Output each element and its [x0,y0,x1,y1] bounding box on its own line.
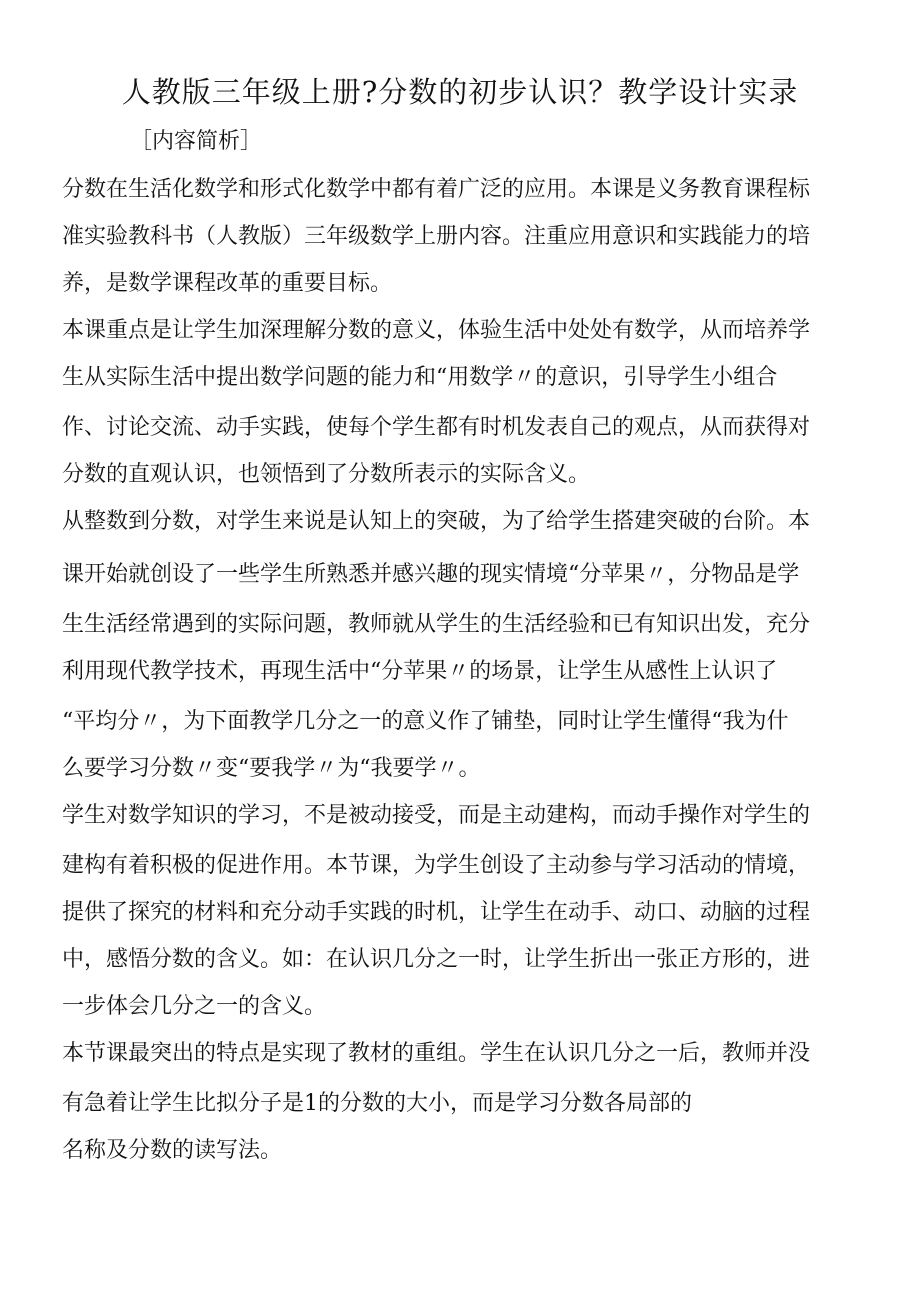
text-line: 本节课最突出的特点是实现了教材的重组。学生在认识几分之一后，教师并没 [62,1041,811,1066]
text-line: 一步体会几分之一的含义。 [62,994,327,1019]
text-line: 建构有着积极的促进作用。本节课，为学生创设了主动参与学习活动的情境， [62,853,811,878]
text-line: 养，是数学课程改革的重要目标。 [62,271,393,296]
text-line: 作、讨论交流、动手实践，使每个学生都有时机发表自己的观点，从而获得对 [62,415,811,440]
text-line: 分数在生活化数学和形式化数学中都有着广泛的应用。本课是义务教育课程标 [62,177,811,202]
text-line: 本课重点是让学生加深理解分数的意义，体验生活中处处有数学，从而培养学 [62,318,811,343]
text-line: 么要学习分数〃变“要我学〃为“我要学〃。 [62,756,481,781]
text-line: 生生活经常遇到的实际问题，教师就从学生的生活经验和已有知识出发，充分 [62,612,811,637]
text-line: 提供了探究的材料和充分动手实践的时机，让学生在动手、动口、动脑的过程 [62,900,811,925]
section-label-content-analysis: ［内容简析］ [130,129,263,154]
text-line: 名称及分数的读写法。 [62,1138,283,1163]
document-title: 人教版三年级上册?分数的初步认识？教学设计实录 [121,75,799,109]
text-line: 生从实际生活中提出数学问题的能力和“用数学〃的意识，引导学生小组合 [62,365,778,390]
text-line: 从整数到分数，对学生来说是认知上的突破，为了给学生搭建突破的台阶。本 [62,509,811,534]
text-line: 利用现代教学技术，再现生活中“分苹果〃的场景，让学生从感性上认识了 [62,659,778,684]
text-line: 准实验教科书（人教版）三年级数学上册内容。注重应用意识和实践能力的培 [62,224,811,249]
text-line: 有急着让学生比拟分子是1的分数的大小，而是学习分数各局部的 [62,1091,692,1116]
text-line: 分数的直观认识，也领悟到了分数所表示的实际含义。 [62,462,591,487]
text-line: 中，感悟分数的含义。如：在认识几分之一时，让学生折出一张正方形的，进 [62,947,811,972]
text-line: “平均分〃，为下面教学几分之一的意义作了铺垫，同时让学生懂得“我为什 [62,709,789,734]
text-line: 课开始就创设了一些学生所熟悉并感兴趣的现实情境“分苹果〃，分物品是学 [62,562,800,587]
text-line: 学生对数学知识的学习，不是被动接受，而是主动建构，而动手操作对学生的 [62,803,811,828]
